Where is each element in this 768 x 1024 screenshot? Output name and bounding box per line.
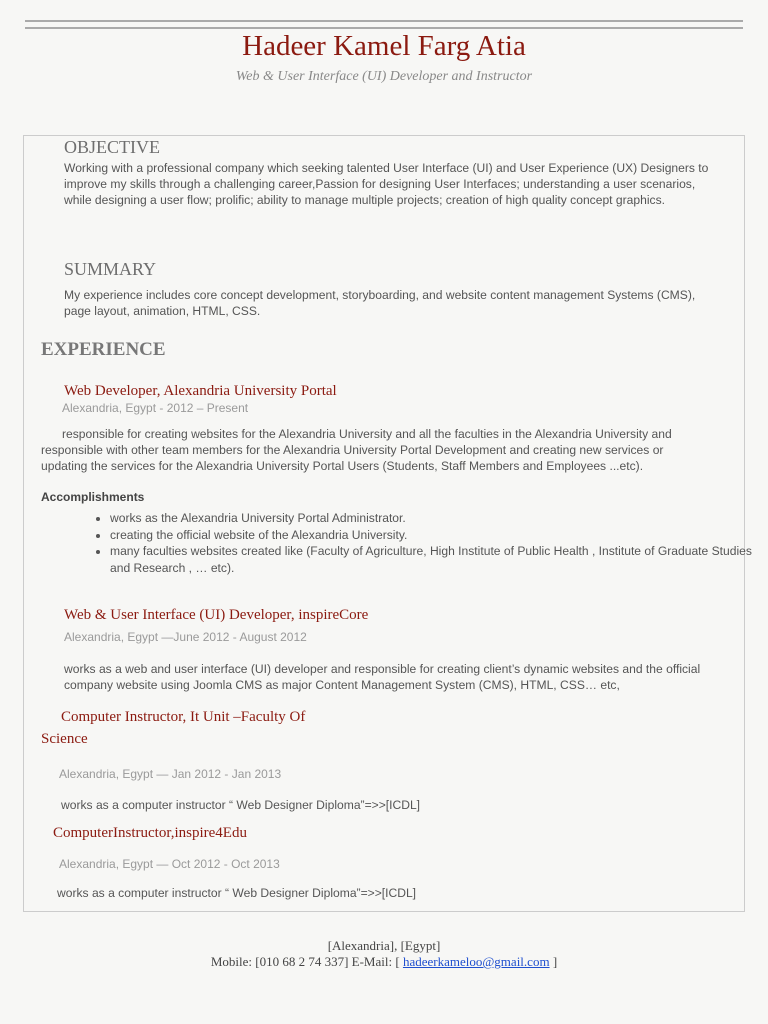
accomplishments-heading: Accomplishments — [41, 490, 145, 504]
job-description-line: responsible with other team members for the Alexandria University Portal Development and creating new services or — [41, 443, 664, 457]
job-title: Web Developer, Alexandria University Portal — [64, 383, 337, 399]
job-description-line: responsible for creating websites for the Alexandria University and all the faculties in the Alexandria University and — [62, 427, 672, 441]
summary-heading: SUMMARY — [64, 259, 157, 279]
email-link[interactable]: hadeerkameloo@gmail.com — [402, 954, 550, 969]
summary-line: My experience includes core concept development, storyboarding, and website content management Systems (CMS), — [64, 288, 696, 302]
contact-prefix: Mobile: [010 68 2 74 337] E-Mail: [ — [210, 954, 403, 969]
job-description-line: works as a web and user interface (UI) developer and responsible for creating client’s dynamic websites and the official — [64, 662, 701, 676]
job-title: ComputerInstructor,inspire4Edu — [53, 825, 247, 841]
job-description: works as a computer instructor “ Web Designer Diploma”=>>[ICDL] — [61, 798, 421, 812]
objective-line: Working with a professional company which seeking talented User Interface (UI) and User Experience (UX) Designers to — [64, 161, 709, 175]
job-meta: Alexandria, Egypt - 2012 – Present — [62, 401, 249, 415]
list-item: • many faculties websites created like (Faculty of Agriculture, High Institute of Public Health , Institute of Graduate Studies and Research , … etc). — [110, 543, 760, 576]
accomplishments-list — [88, 510, 760, 576]
job-description-line: company website using Joomla CMS as major Content Management System (CMS), HTML, CSS… etc, — [64, 678, 620, 692]
job-title-continued: Science — [41, 731, 88, 747]
objective-text — [64, 160, 754, 208]
objective-line: improve my skills through a challenging career,Passion for designing User Interfaces; understanding a user scenarios, — [64, 177, 696, 191]
top-rule-2 — [25, 27, 743, 29]
list-item: • creating the official website of the Alexandria University. — [110, 527, 760, 544]
job-meta: Alexandria, Egypt — Oct 2012 - Oct 2013 — [59, 857, 280, 871]
resume-subtitle: Web & User Interface (UI) Developer and Instructor — [235, 69, 533, 84]
experience-heading: EXPERIENCE — [41, 339, 166, 360]
footer-contact — [0, 954, 768, 970]
job-title: Computer Instructor, It Unit –Faculty Of — [61, 709, 306, 725]
job-description — [41, 426, 741, 474]
job-meta: Alexandria, Egypt —June 2012 - August 2012 — [64, 630, 307, 644]
resume-name: Hadeer Kamel Farg Atia — [242, 30, 526, 62]
footer-address: [Alexandria], [Egypt] — [327, 938, 441, 953]
summary-line: page layout, animation, HTML, CSS. — [64, 304, 261, 318]
summary-text — [64, 287, 754, 319]
list-item: • works as the Alexandria University Portal Administrator. — [110, 510, 760, 527]
job-description: works as a computer instructor “ Web Designer Diploma”=>>[ICDL] — [57, 886, 417, 900]
contact-suffix: ] — [549, 954, 558, 969]
job-description — [64, 661, 754, 693]
objective-heading: OBJECTIVE — [64, 137, 160, 157]
top-rule-1 — [25, 20, 743, 22]
job-meta: Alexandria, Egypt — Jan 2012 - Jan 2013 — [59, 767, 282, 781]
job-title: Web & User Interface (UI) Developer, inspireCore — [64, 607, 369, 623]
objective-line: while designing a user flow; prolific; ability to manage multiple projects; creation of high quality concept graphics. — [64, 193, 665, 207]
job-description-line: updating the services for the Alexandria University Portal Users (Students, Staff Members and Employees ...etc). — [41, 459, 644, 473]
